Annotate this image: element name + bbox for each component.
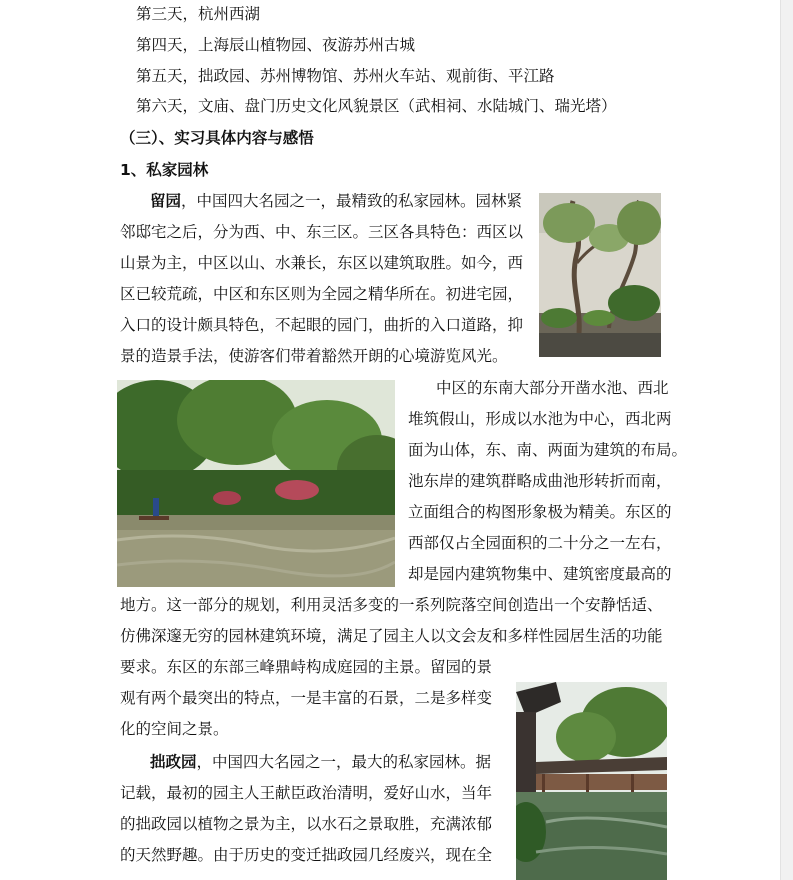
paragraph-line: 邻邸宅之后，分为西、中、东三区。三区各具特色：西区以: [120, 223, 524, 241]
garden-name-liuyuan: 留园: [150, 192, 182, 210]
itinerary-day6: 第六天，文庙、盘门历史文化风貌景区（武相祠、水陆城门、瑞光塔）: [136, 97, 617, 115]
liuyuan-pond-photo: [117, 380, 395, 587]
itinerary-day5: 第五天，拙政园、苏州博物馆、苏州火车站、观前街、平江路: [136, 67, 555, 85]
zhuozhengyuan-bridge-photo: [516, 682, 667, 880]
itinerary-day3: 第三天，杭州西湖: [136, 5, 261, 23]
paragraph-line: 西部仅占全园面积的二十分之一左右，: [408, 534, 672, 552]
paragraph-line: 要求。东区的东部三峰鼎峙构成庭园的主景。留园的景: [120, 658, 493, 676]
section-heading: （三）、实习具体内容与感悟: [120, 129, 314, 147]
paragraph-line: 区已较荒疏，中区和东区则为全园之精华所在。初进宅园，: [120, 285, 524, 303]
garden-name-zhuozhengyuan: 拙政园: [150, 753, 197, 771]
paragraph-line: 堆筑假山，形成以水池为中心，西北两: [408, 410, 672, 428]
paragraph-line: 入口的设计颇具特色，不起眼的园门，曲折的入口道路，抑: [120, 316, 524, 334]
scrollbar-track[interactable]: [780, 0, 793, 880]
paragraph-line: 化的空间之景。: [120, 720, 229, 738]
paragraph-line: 的拙政园以植物之景为主，以水石之景取胜，充满浓郁: [120, 815, 493, 833]
paragraph-line: 景的造景手法，使游客们带着豁然开朗的心境游览风光。: [120, 347, 508, 365]
paragraph-line: 的天然野趣。由于历史的变迁拙政园几经废兴，现在全: [120, 846, 493, 864]
paragraph-line: 中区的东南大部分开凿水池、西北: [436, 379, 669, 397]
paragraph-line: 面为山体，东、南、两面为建筑的布局。: [408, 441, 688, 459]
paragraph-line: 立面组合的构图形象极为精美。东区的: [408, 503, 672, 521]
paragraph-line: 拙政园，中国四大名园之一，最大的私家园林。据: [150, 753, 492, 771]
paragraph-line: 地方。这一部分的规划，利用灵活多变的一系列院落空间创造出一个安静恬适、: [120, 596, 663, 614]
paragraph-line: 观有两个最突出的特点，一是丰富的石景，二是多样变: [120, 689, 493, 707]
paragraph-line: 池东岸的建筑群略成曲池形转折而南，: [408, 472, 672, 490]
paragraph-line: 山景为主，中区以山、水兼长，东区以建筑取胜。如今，西: [120, 254, 524, 272]
subsection-heading: 1、私家园林: [120, 161, 209, 179]
bonsai-photo: [539, 193, 661, 357]
paragraph-line: 留园，中国四大名园之一，最精致的私家园林。园林紧: [150, 192, 523, 210]
itinerary-day4: 第四天，上海辰山植物园、夜游苏州古城: [136, 36, 416, 54]
paragraph-line: 仿佛深邃无穷的园林建筑环境，满足了园主人以文会友和多样性园居生活的功能: [120, 627, 663, 645]
paragraph-line: 记载，最初的园主人王献臣政治清明，爱好山水，当年: [120, 784, 493, 802]
paragraph-line: 却是园内建筑物集中、建筑密度最高的: [408, 565, 672, 583]
